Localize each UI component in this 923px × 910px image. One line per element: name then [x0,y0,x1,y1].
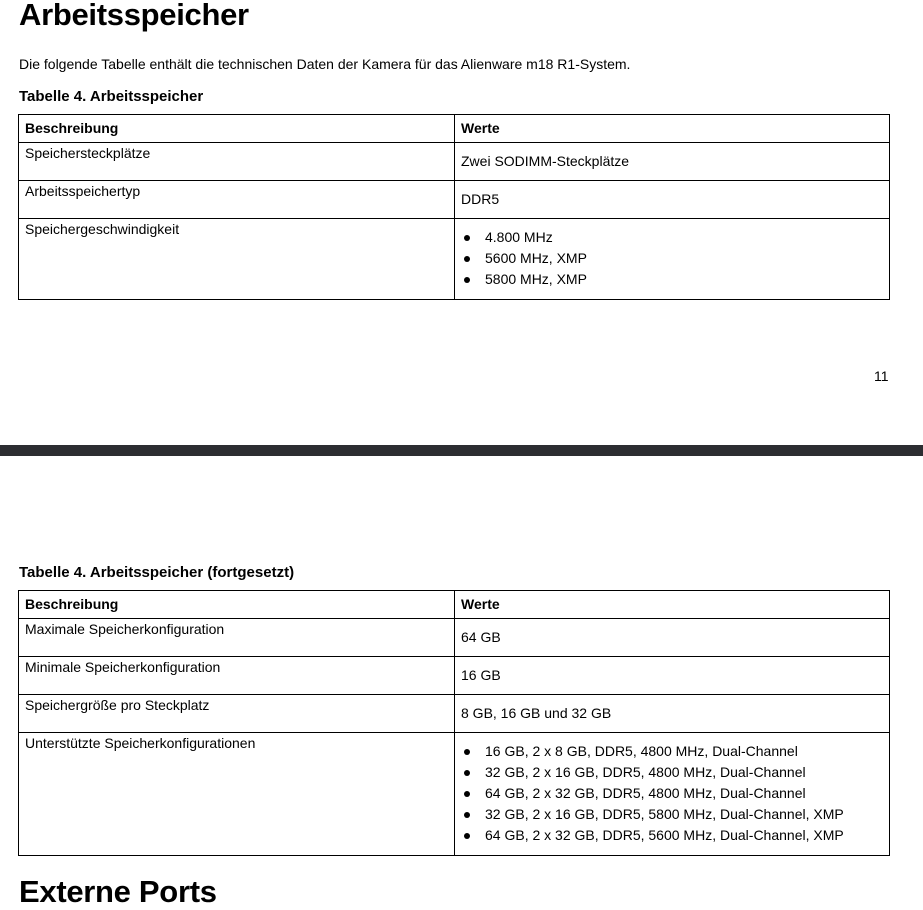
page-number: 11 [874,368,889,384]
row-label: Minimale Speicherkonfiguration [19,657,455,695]
row-value-list [455,733,890,856]
intro-text: Die folgende Tabelle enthält die technischen Daten der Kamera für das Alienware m18 R1-System. [19,56,631,72]
row-label: Maximale Speicherkonfiguration [19,619,455,657]
row-value: 16 GB [455,657,890,695]
table-header-row [19,591,890,619]
header-description: Beschreibung [19,115,455,143]
list-item: 32 GB, 2 x 16 GB, DDR5, 5800 MHz, Dual-Channel, XMP [461,804,883,825]
row-label: Arbeitsspeichertyp [19,181,455,219]
next-section-heading: Externe Ports [19,874,217,909]
row-label: Speichergeschwindigkeit [19,219,455,300]
table-row [19,219,890,300]
row-value: 8 GB, 16 GB und 32 GB [455,695,890,733]
list-item: 32 GB, 2 x 16 GB, DDR5, 4800 MHz, Dual-Channel [461,762,883,783]
table-caption-continued: Tabelle 4. Arbeitsspeicher (fortgesetzt) [19,564,295,581]
list-item: 4.800 MHz [461,227,883,248]
table-row [19,181,890,219]
table-row [19,143,890,181]
table-header-row [19,115,890,143]
list-item: 5800 MHz, XMP [461,269,883,290]
memory-table-continued [18,590,890,856]
table-caption: Tabelle 4. Arbeitsspeicher [19,88,204,105]
row-value: DDR5 [455,181,890,219]
header-values: Werte [455,591,890,619]
header-description: Beschreibung [19,591,455,619]
row-value-list [455,219,890,300]
bullet-list [461,741,883,846]
table-row [19,657,890,695]
page-title: Arbeitsspeicher [19,0,249,32]
row-value: 64 GB [455,619,890,657]
list-item: 64 GB, 2 x 32 GB, DDR5, 4800 MHz, Dual-Channel [461,783,883,804]
table-row [19,695,890,733]
row-label: Unterstützte Speicherkonfigurationen [19,733,455,856]
list-item: 5600 MHz, XMP [461,248,883,269]
table-row [19,733,890,856]
row-label: Speichergröße pro Steckplatz [19,695,455,733]
row-label: Speichersteckplätze [19,143,455,181]
table-row [19,619,890,657]
bullet-list [461,227,883,290]
list-item: 16 GB, 2 x 8 GB, DDR5, 4800 MHz, Dual-Channel [461,741,883,762]
header-values: Werte [455,115,890,143]
list-item: 64 GB, 2 x 32 GB, DDR5, 5600 MHz, Dual-Channel, XMP [461,825,883,846]
page-separator [0,445,923,456]
memory-table [18,114,890,300]
row-value: Zwei SODIMM-Steckplätze [455,143,890,181]
